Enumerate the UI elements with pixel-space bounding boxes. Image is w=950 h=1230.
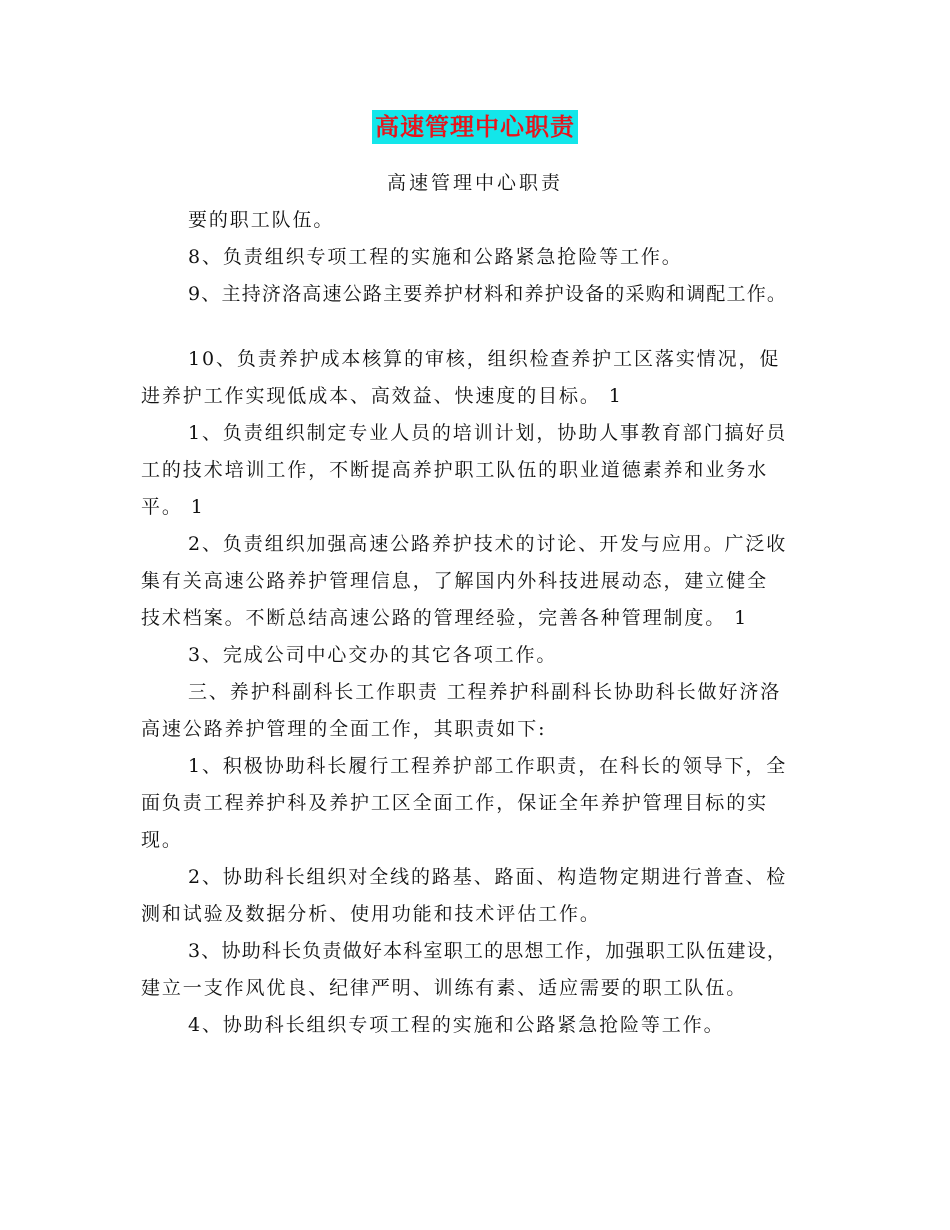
document-subtitle: 高速管理中心职责 — [386, 172, 563, 194]
paragraph — [141, 341, 821, 415]
paragraph-line: 平。 1 — [141, 496, 205, 518]
paragraph-line: 1、积极协助科长履行工程养护部工作职责，在科长的领导下，全 — [188, 755, 788, 777]
paragraph — [141, 674, 821, 748]
document-body — [141, 202, 821, 1044]
paragraph-line: 技术档案。不断总结高速公路的管理经验，完善各种管理制度。 1 — [141, 607, 749, 629]
paragraph — [141, 202, 821, 239]
paragraph-line: 面负责工程养护科及养护工区全面工作，保证全年养护管理目标的实 — [141, 792, 769, 814]
paragraph — [141, 859, 821, 933]
paragraph — [141, 1007, 821, 1044]
paragraph-line: 2、协助科长组织对全线的路基、路面、构造物定期进行普查、检 — [188, 866, 788, 888]
paragraph-line: 10、负责养护成本核算的审核，组织检查养护工区落实情况，促 — [188, 348, 781, 370]
paragraph-line: 3、协助科长负责做好本科室职工的思想工作，加强职工队伍建设， — [188, 940, 788, 962]
paragraph — [141, 637, 821, 674]
paragraph — [141, 276, 821, 313]
paragraph-line: 4、协助科长组织专项工程的实施和公路紧急抢险等工作。 — [188, 1014, 725, 1036]
paragraph — [141, 239, 821, 276]
paragraph-line: 进养护工作实现低成本、高效益、快速度的目标。 1 — [141, 385, 623, 407]
paragraph-line: 8、负责组织专项工程的实施和公路紧急抢险等工作。 — [188, 246, 683, 268]
paragraph-line: 现。 — [141, 829, 183, 851]
paragraph-line: 3、完成公司中心交办的其它各项工作。 — [188, 644, 558, 666]
paragraph-line: 三、养护科副科长工作职责 工程养护科副科长协助科长做好济洛 — [188, 681, 782, 703]
paragraph-line: 集有关高速公路养护管理信息，了解国内外科技进展动态，建立健全 — [141, 570, 769, 592]
title-wrap — [0, 110, 950, 144]
paragraph-line: 工的技术培训工作，不断提高养护职工队伍的职业道德素养和业务水 — [141, 459, 769, 481]
paragraph — [141, 748, 821, 859]
document-title: 高速管理中心职责 — [372, 110, 578, 144]
paragraph-line: 要的职工队伍。 — [188, 209, 335, 231]
paragraph — [141, 415, 821, 526]
paragraph — [141, 933, 821, 1007]
paragraph-line: 测和试验及数据分析、使用功能和技术评估工作。 — [141, 903, 601, 925]
paragraph-line: 建立一支作风优良、纪律严明、训练有素、适应需要的职工队伍。 — [141, 977, 748, 999]
paragraph-line: 高速公路养护管理的全面工作，其职责如下: — [141, 718, 547, 740]
paragraph — [141, 526, 821, 637]
paragraph-line: 9、主持济洛高速公路主要养护材料和养护设备的采购和调配工作。 — [188, 283, 788, 305]
paragraph-line: 1、负责组织制定专业人员的培训计划，协助人事教育部门搞好员 — [188, 422, 788, 444]
paragraph-line: 2、负责组织加强高速公路养护技术的讨论、开发与应用。广泛收 — [188, 533, 788, 555]
paragraph-gap — [141, 313, 821, 341]
